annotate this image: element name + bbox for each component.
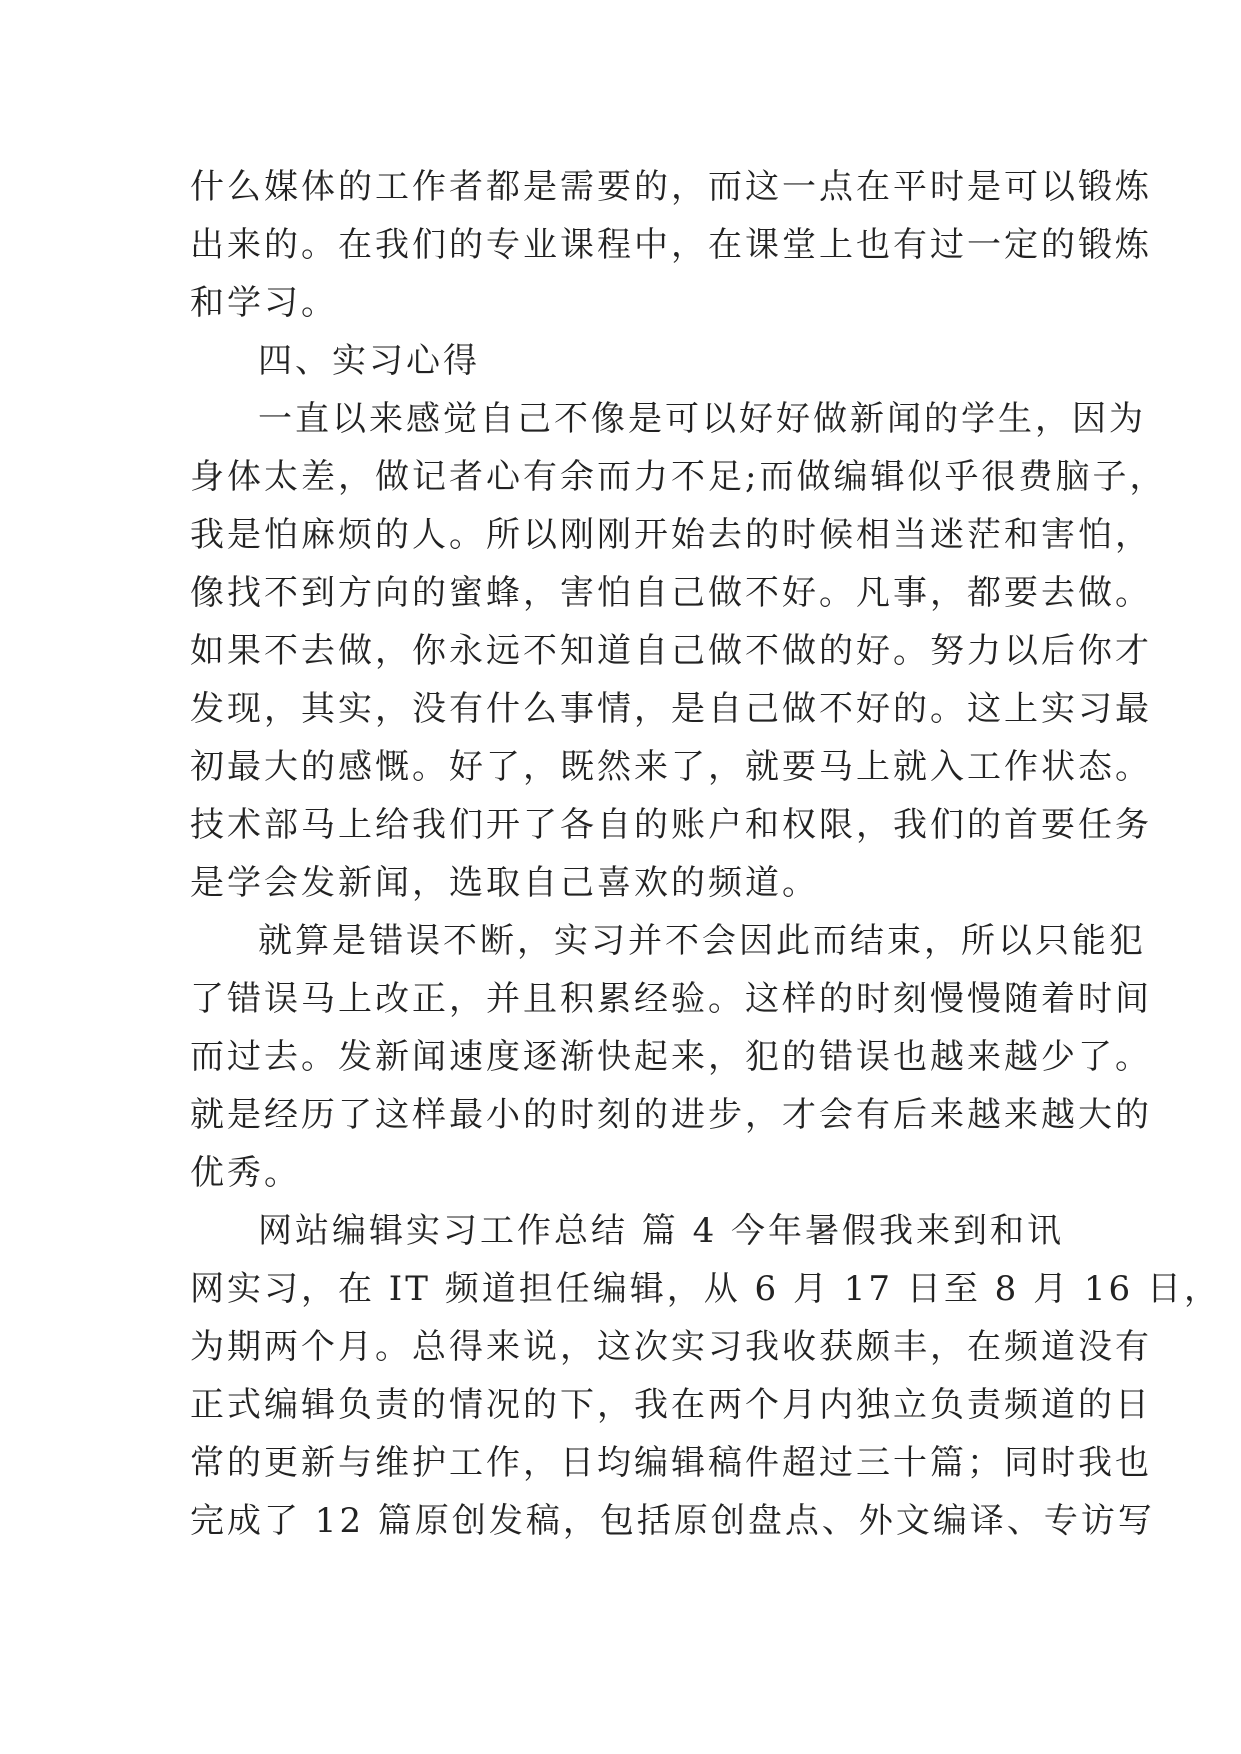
text-line: 出来的。在我们的专业课程中，在课堂上也有过一定的锻炼 [190, 225, 1152, 265]
text-line: 我是怕麻烦的人。所以刚刚开始去的时候相当迷茫和害怕， [190, 515, 1152, 555]
text-line: 网实习，在 IT 频道担任编辑，从 6 月 17 日至 8 月 16 日， [190, 1269, 1221, 1309]
paragraph [190, 1202, 1221, 1550]
paragraph [190, 390, 1167, 912]
text-line: 发现，其实，没有什么事情，是自己做不好的。这上实习最 [190, 689, 1152, 729]
text-line: 和学习。 [190, 283, 338, 323]
text-line: 就算是错误不断，实习并不会因此而结束，所以只能犯 [258, 921, 1146, 961]
text-line: 身体太差，做记者心有余而力不足;而做编辑似乎很费脑子， [190, 457, 1167, 497]
heading-line: 四、实习心得 [258, 341, 480, 381]
text-line: 正式编辑负责的情况的下，我在两个月内独立负责频道的日 [190, 1385, 1152, 1425]
text-line: 一直以来感觉自己不像是可以好好做新闻的学生，因为 [258, 399, 1146, 439]
text-line: 优秀。 [190, 1153, 301, 1193]
document-body [190, 158, 1221, 1550]
text-line: 了错误马上改正，并且积累经验。这样的时刻慢慢随着时间 [190, 979, 1152, 1019]
text-line: 而过去。发新闻速度逐渐快起来，犯的错误也越来越少了。 [190, 1037, 1152, 1077]
section-heading [190, 332, 1060, 390]
paragraph [190, 912, 1152, 1202]
text-line: 网站编辑实习工作总结 篇 4 今年暑假我来到和讯 [258, 1211, 1065, 1251]
text-line: 什么媒体的工作者都是需要的，而这一点在平时是可以锻炼 [190, 167, 1152, 207]
text-line: 初最大的感慨。好了，既然来了，就要马上就入工作状态。 [190, 747, 1152, 787]
text-line: 完成了 12 篇原创发稿，包括原创盘点、外文编译、专访写 [190, 1501, 1155, 1541]
paragraph [190, 158, 1152, 332]
text-line: 像找不到方向的蜜蜂，害怕自己做不好。凡事，都要去做。 [190, 573, 1152, 613]
text-line: 是学会发新闻，选取自己喜欢的频道。 [190, 863, 819, 903]
text-line: 如果不去做，你永远不知道自己做不做的好。努力以后你才 [190, 631, 1152, 671]
text-line: 技术部马上给我们开了各自的账户和权限，我们的首要任务 [190, 805, 1152, 845]
text-line: 常的更新与维护工作，日均编辑稿件超过三十篇；同时我也 [190, 1443, 1152, 1483]
text-line: 就是经历了这样最小的时刻的进步，才会有后来越来越大的 [190, 1095, 1152, 1135]
text-line: 为期两个月。总得来说，这次实习我收获颇丰，在频道没有 [190, 1327, 1152, 1367]
